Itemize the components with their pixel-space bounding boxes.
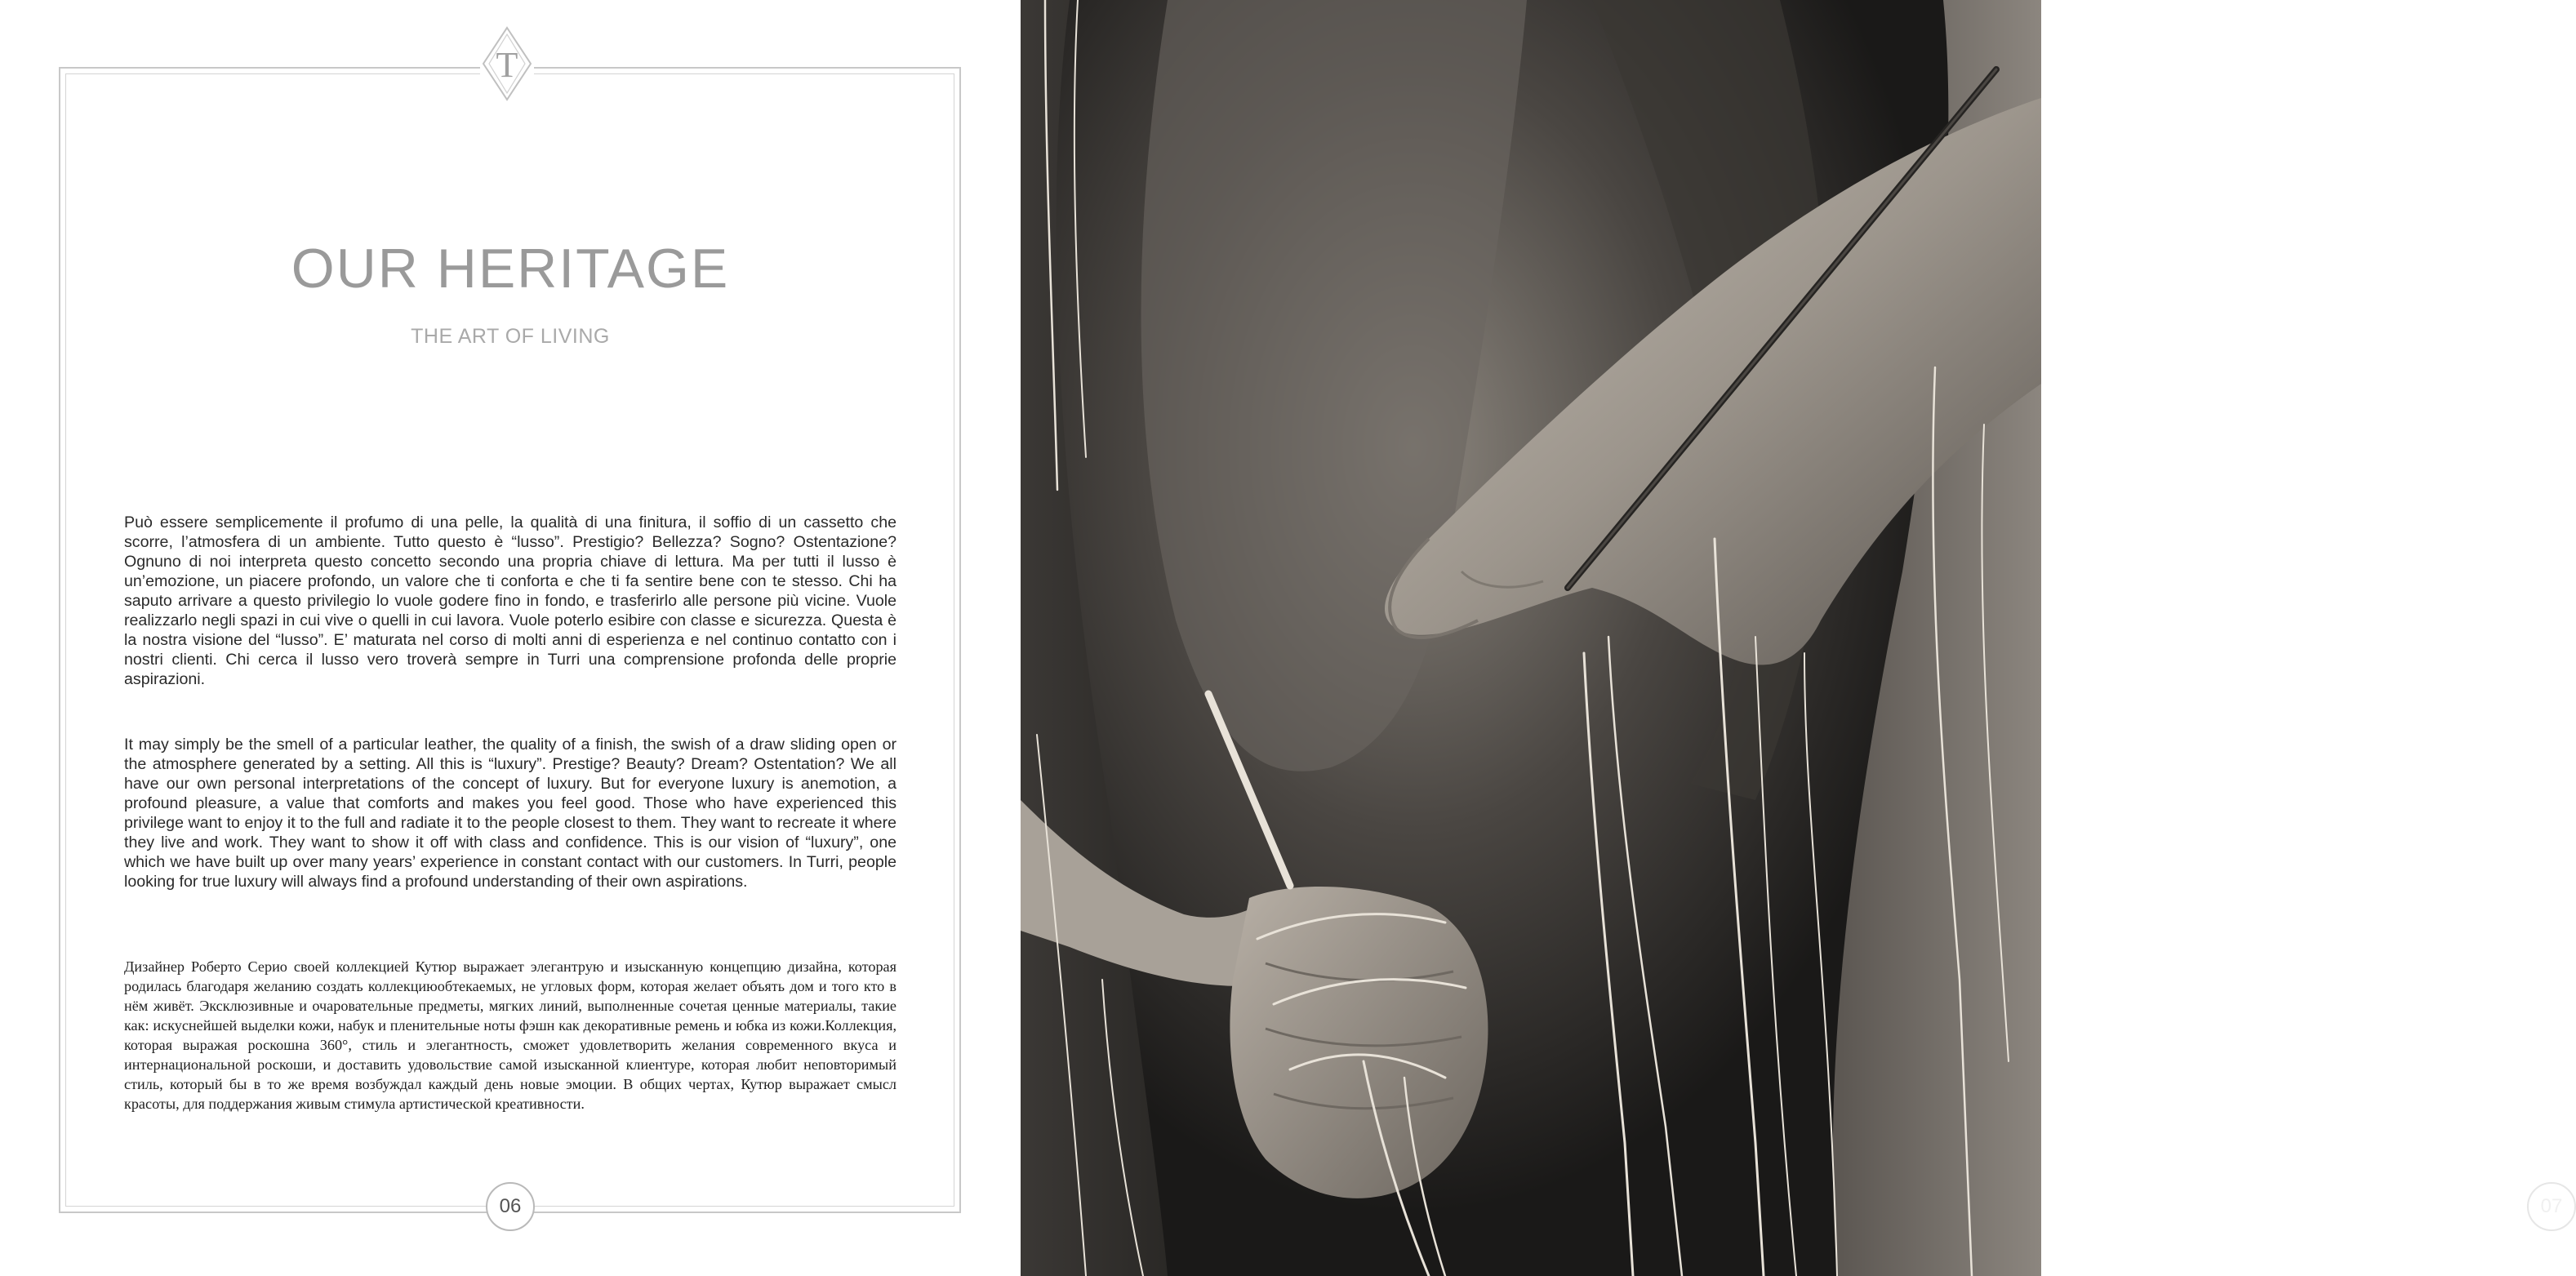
hands-stitching-leather-photo [1021, 0, 2041, 1276]
page-subtitle: THE ART OF LIVING [411, 325, 610, 348]
paragraph-italian: Può essere semplicemente il profumo di una pelle, la qualità di una finitura, il soffio di un cassetto che scorre, l’atmosfera di un ambiente. Tutto questo è “lusso”. Prestigio? Bellezza? Sogno? Ostentazione? Ognuno di noi interpreta questo concetto secondo una propria chiave di lettura. Ma per tutti il lusso è un’emozione, un piacere profondo, un valore che ti conforta e che ti fa sentire bene con te stesso. Chi ha saputo arrivare a questo privilegio lo vuole godere fino in fondo, e trasferirlo alle persone più vicine. Vuole realizzarlo negli spazi in cui vive o quelli in cui lavora. Vuole poterlo esibire con classe e sicurezza. Questa è la nostra visione del “lusso”. E’ maturata nel corso di molti anni di esperienza e nel continuo contatto con i nostri clienti. Chi cerca il lusso vero troverà sempre in Turri una comprensione profonda delle proprie aspirazioni. [124, 514, 896, 688]
page-number-right-text: 07 [2540, 1195, 2563, 1217]
paragraph-russian: Дизайнер Роберто Серио своей коллекцией Кутюр выражает элегантрую и изысканную концепцию дизайна, которая родилась благодаря желанию создать коллекциюобтекаемых, не угловых форм, которая желает объять дом и того кто в нём живёт. Эксклюзивные и очаровательные предметы, мягких линий, выполненные сочетая ценные материалы, такие как: искуснейшей выделки кожи, набук и пленительные ноты фэшн как декоративные ремень и юбка из кожи.Коллекция, которая выражая роскошна 360°, стиль и элегантность, сможет удовлетворить желания современного вкуса и интернациональной роскоши, и доставить удовольствие самой изысканной клиентуре, которая любит неповторимый стиль, который бы в то же время возбуждал каждый день новые эмоции. В общих чертах, Кутюр выражает смысл красоты, для поддержания живым стимула артистической креативности. [124, 958, 896, 1112]
page-number-left [486, 1182, 535, 1231]
page-number-right [2527, 1182, 2576, 1231]
paragraph-english: It may simply be the smell of a particular leather, the quality of a finish, the swish of a draw sliding open or the atmosphere generated by a setting. All this is “luxury”. Prestige? Beauty? Dream? Ostentation? We all have our own personal interpretations of the concept of luxury. But for everyone luxury is anemotion, a profound pleasure, a value that comforts and makes you feel good. Those who have experienced this privilege want to enjoy it to the full and radiate it to the people closest to them. They want to recreate it where they live and work. They want to show it off with class and confidence. This is our vision of “luxury”, one which we have built up over many years’ experience in constant contact with our customers. In Turri, people looking for true luxury will always find a profound understanding of their own aspirations. [124, 736, 896, 891]
brand-emblem [480, 23, 534, 104]
left-page [0, 0, 1021, 1276]
page-title: OUR HERITAGE [291, 238, 730, 300]
page-number-left-text: 06 [499, 1195, 522, 1217]
emblem-letter: T [496, 45, 518, 85]
right-page [1021, 0, 2563, 1276]
